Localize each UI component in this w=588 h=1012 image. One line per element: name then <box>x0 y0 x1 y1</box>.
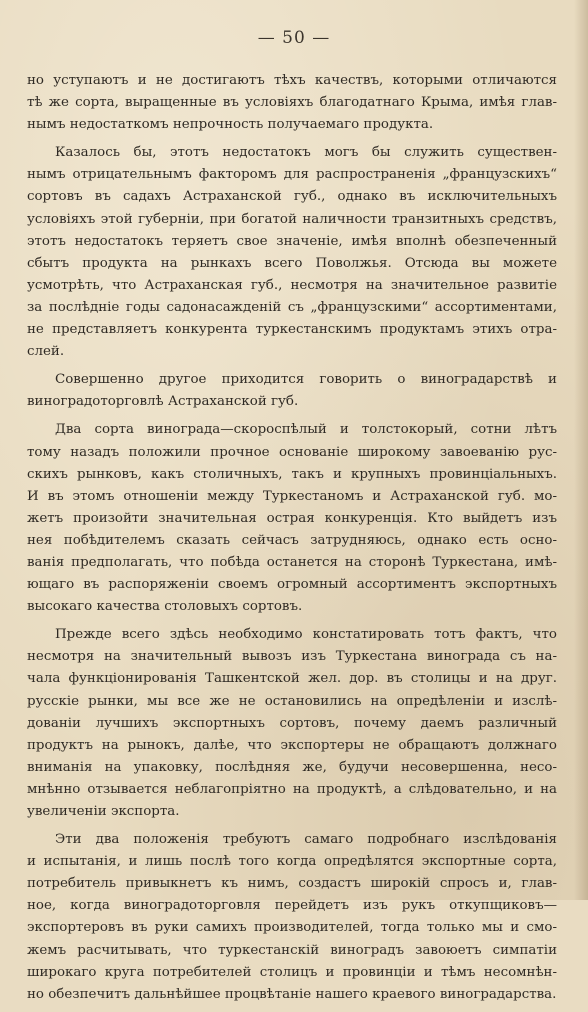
text-line: слей. <box>27 344 65 360</box>
text-line: продуктъ на рынокъ, далѣе, что экспортеры не обращаютъ должнаго <box>27 737 557 753</box>
text-line: Эти два положенія требуютъ самаго подробнаго изслѣдованія <box>55 832 557 848</box>
text-line: потребитель привыкнетъ къ нимъ, создастъ широкій спросъ и, глав- <box>27 876 557 892</box>
paragraph <box>27 419 557 618</box>
text-line: экспортеровъ въ руки самихъ производителей, тогда только мы и смо- <box>27 920 557 936</box>
text-line: ное, когда виноградоторговля перейдетъ изъ рукъ откупщиковъ— <box>27 898 557 914</box>
paragraph <box>27 369 557 413</box>
text-line: высокаго качества столовыхъ сортовъ. <box>27 599 303 615</box>
text-line: и испытанія, и лишь послѣ того когда опредѣлятся экспортные сорта, <box>27 854 557 870</box>
text-line: ванія предполагать, что побѣда останется на сторонѣ Туркестана, имѣ- <box>27 554 557 570</box>
text-line: Два сорта винограда—скороспѣлый и толстокорый, сотни лѣтъ <box>55 422 557 438</box>
paragraph <box>27 624 557 823</box>
text-line: Казалось бы, этотъ недостатокъ могъ бы служить существен- <box>55 145 557 161</box>
text-line: этотъ недостатокъ теряетъ свое значеніе, имѣя вполнѣ обезпеченный <box>27 233 557 249</box>
text-line: чала функціонированія Ташкентской жел. дор. въ столицы и на друг. <box>27 671 557 687</box>
paragraph <box>27 70 557 136</box>
text-line: усмотрѣть, что Астраханская губ., несмотря на значительное развитіе <box>27 277 557 293</box>
text-line: нымъ недостаткомъ непрочность получаемаго продукта. <box>27 117 434 133</box>
text-line: тѣ же сорта, выращенные въ условіяхъ благодатнаго Крыма, имѣя глав- <box>27 95 557 111</box>
text-line: жемъ расчитывать, что туркестанскій виноградъ завоюетъ симпатіи <box>27 942 557 958</box>
text-line: широкаго круга потребителей столицъ и провинціи и тѣмъ несомнѣн- <box>27 964 557 980</box>
text-line: но обезпечитъ дальнѣйшее процвѣтаніе нашего краевого виноградарства. <box>27 986 557 1002</box>
text-line: нымъ отрицательнымъ факторомъ для распространенія „французскихъ“ <box>27 167 557 183</box>
text-line: русскіе рынки, мы все же не остановились на опредѣленіи и изслѣ- <box>27 693 557 709</box>
text-line: скихъ рынковъ, какъ столичныхъ, такъ и крупныхъ провинціальныхъ. <box>27 466 557 482</box>
text-line: тому назадъ положили прочное основаніе широкому завоеванію рус- <box>27 444 557 460</box>
text-line: мнѣнно отзывается неблагопріятно на продуктѣ, а слѣдовательно, и на <box>27 781 557 797</box>
text-line: виноградоторговлѣ Астраханской губ. <box>27 394 299 410</box>
text-line: сбытъ продукта на рынкахъ всего Поволжья. Отсюда вы можете <box>27 255 557 271</box>
text-line: не представляетъ конкурента туркестанскимъ продуктамъ этихъ отра- <box>27 322 557 338</box>
body-text <box>27 70 557 1012</box>
text-line: Прежде всего здѣсь необходимо констатировать тотъ фактъ, что <box>55 627 557 643</box>
text-line: жетъ произойти значительная острая конкуренція. Кто выйдетъ изъ <box>27 510 557 526</box>
page-edge-shadow <box>574 0 588 900</box>
text-line: но уступаютъ и не достигаютъ тѣхъ качествъ, которыми отличаются <box>27 73 557 88</box>
text-line: Совершенно другое приходится говорить о виноградарствѣ и <box>55 372 557 388</box>
text-line: дованіи лучшихъ экспортныхъ сортовъ, почему даемъ различный <box>27 715 557 731</box>
text-line: за послѣдніе годы садонасажденій съ „французскими“ ассортиментами, <box>27 299 557 315</box>
page-number: — 50 — <box>257 28 331 48</box>
paragraph <box>27 142 557 363</box>
text-line: нея побѣдителемъ сказать сейчасъ затрудняюсь, однако есть осно- <box>27 532 557 548</box>
text-line: несмотря на значительный вывозъ изъ Туркестана винограда съ на- <box>27 649 557 665</box>
text-line: увеличеніи экспорта. <box>27 804 180 819</box>
text-line: условіяхъ этой губерніи, при богатой наличности транзитныхъ средствъ, <box>27 211 557 227</box>
text-line: И въ этомъ отношеніи между Туркестаномъ и Астраханской губ. мо- <box>27 488 557 504</box>
text-line: сортовъ въ садахъ Астраханской губ., однако въ исключительныхъ <box>27 189 557 205</box>
paragraph <box>27 829 557 1006</box>
text-line: ющаго въ распоряженіи своемъ огромный ассортиментъ экспортныхъ <box>27 577 557 593</box>
text-line: вниманія на упаковку, послѣдняя же, будучи несовершенна, несо- <box>27 759 557 775</box>
